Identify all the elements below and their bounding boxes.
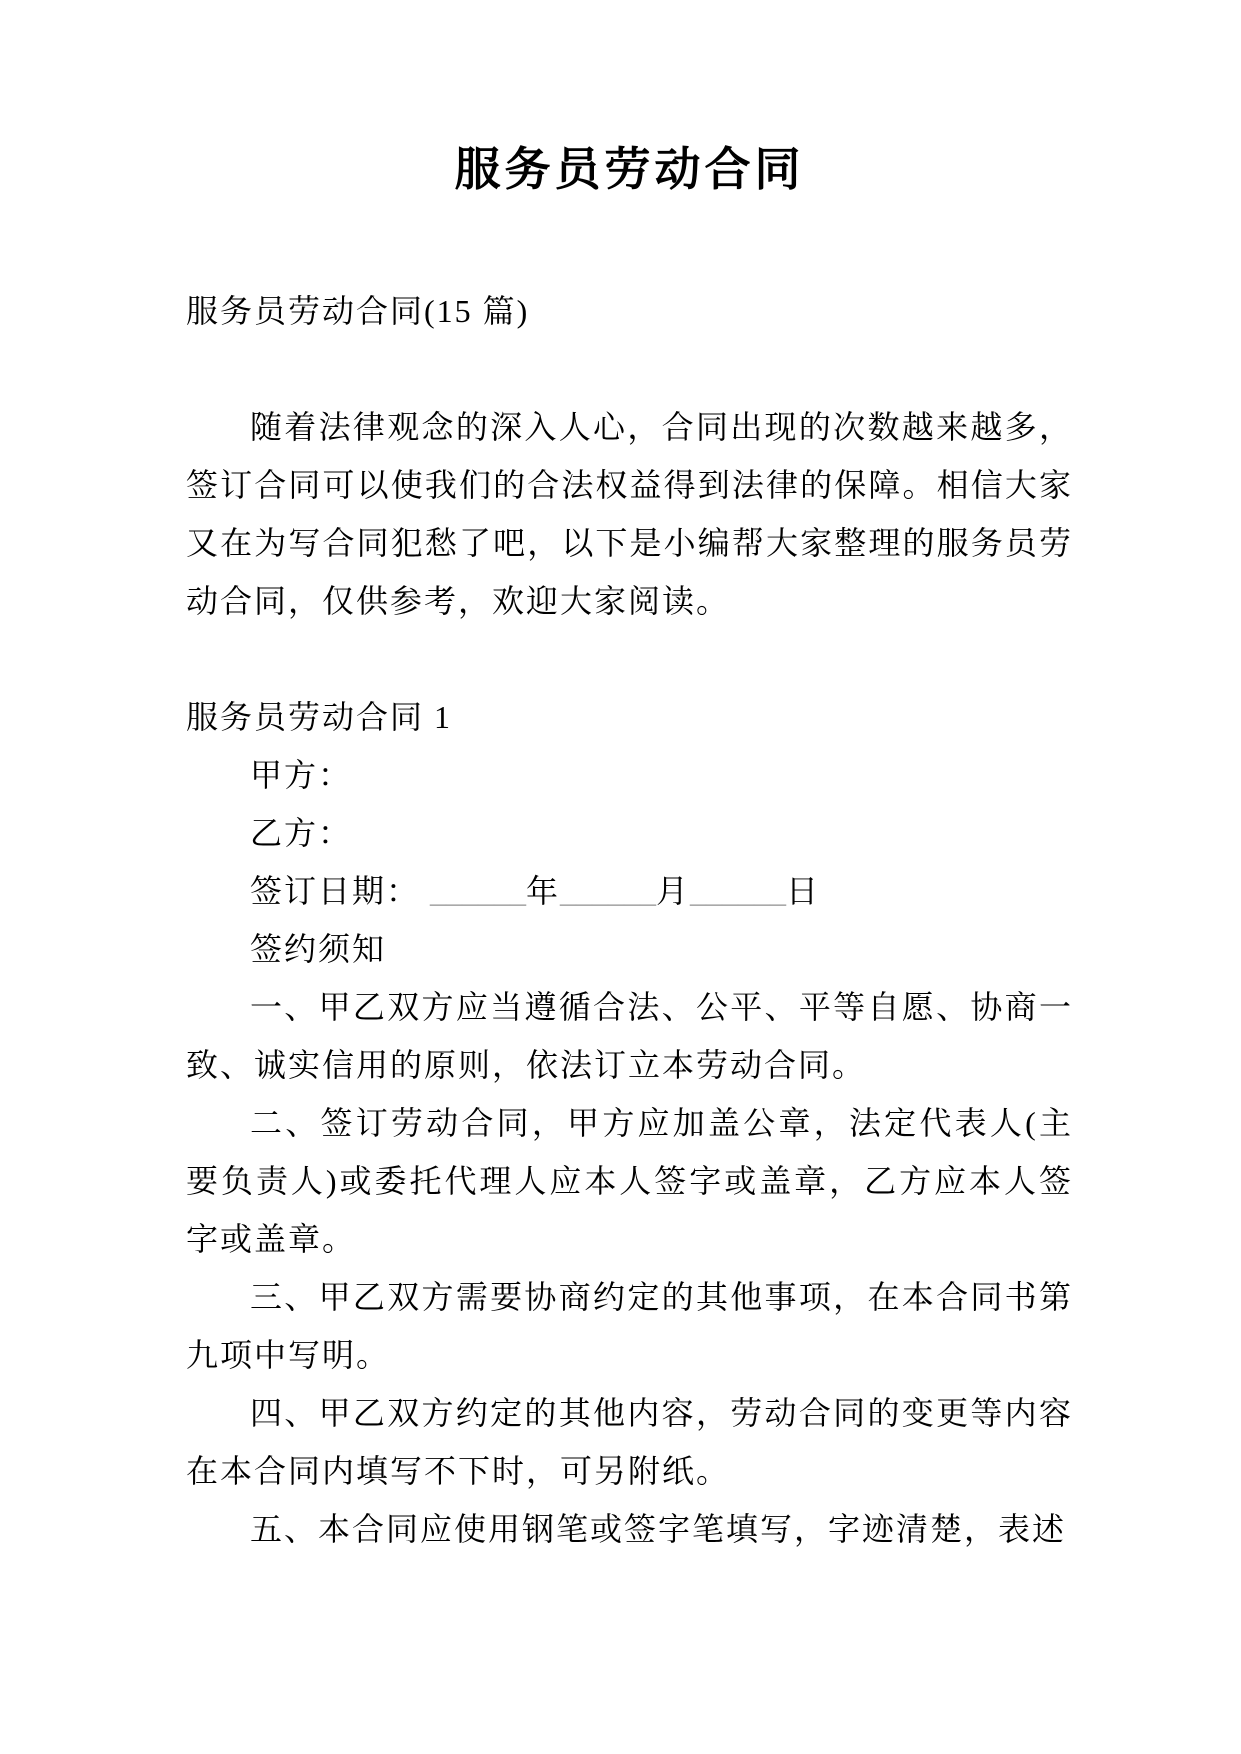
notice-item-2: 二、签订劳动合同，甲方应加盖公章，法定代表人(主要负责人)或委托代理人应本人签字或盖章，乙方应本人签字或盖章。	[186, 1105, 1073, 1257]
document-title: 服务员劳动合同	[454, 144, 805, 195]
year-suffix: 年	[526, 873, 561, 909]
day-blank-underline: ______	[690, 873, 787, 909]
section-heading: 服务员劳动合同 1	[186, 699, 453, 735]
notice-item-4: 四、甲乙双方约定的其他内容，劳动合同的变更等内容在本合同内填写不下时，可另附纸。	[186, 1395, 1073, 1489]
year-blank-underline: ______	[430, 873, 527, 909]
month-blank-underline: ______	[560, 873, 657, 909]
party-a-line: 甲方：	[250, 757, 353, 793]
sign-date-label: 签订日期：	[250, 873, 431, 909]
notice-item-3: 三、甲乙双方需要协商约定的其他事项，在本合同书第九项中写明。	[186, 1279, 1073, 1373]
month-suffix: 月	[656, 873, 691, 909]
intro-paragraph: 随着法律观念的深入人心，合同出现的次数越来越多，签订合同可以使我们的合法权益得到法律的保障。相信大家又在为写合同犯愁了吧，以下是小编帮大家整理的服务员劳动合同，仅供参考，欢迎大家阅读。	[186, 409, 1073, 619]
sign-date-line	[186, 862, 1073, 920]
document-subtitle: 服务员劳动合同(15 篇)	[186, 293, 530, 329]
day-suffix: 日	[786, 873, 821, 909]
party-b-line: 乙方：	[250, 815, 353, 851]
notice-heading: 签约须知	[250, 931, 387, 967]
notice-item-5: 五、本合同应使用钢笔或签字笔填写，字迹清楚，表述	[250, 1511, 1067, 1547]
notice-item-1: 一、甲乙双方应当遵循合法、公平、平等自愿、协商一致、诚实信用的原则，依法订立本劳动合同。	[186, 989, 1073, 1083]
